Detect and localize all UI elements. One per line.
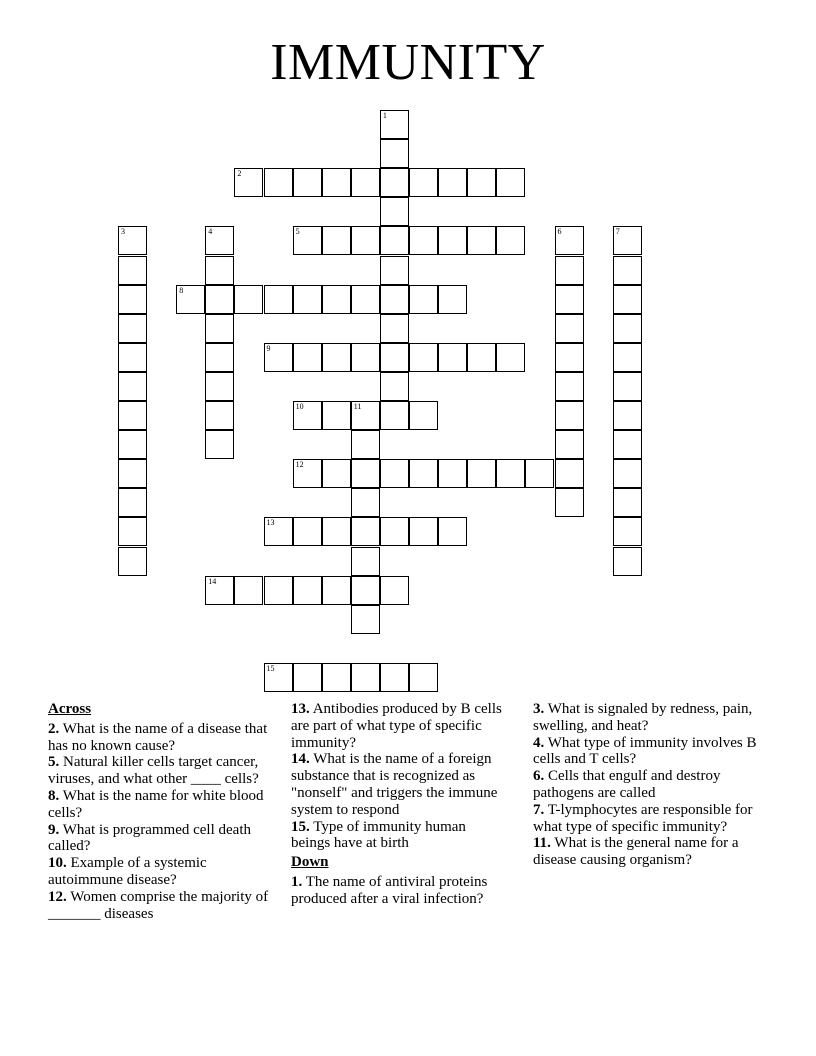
grid-cell[interactable] — [555, 372, 584, 401]
clue-text: T-lymphocytes are responsible for what type of specific immunity? — [533, 801, 753, 835]
down-clue — [291, 874, 503, 908]
grid-cell[interactable] — [118, 256, 147, 285]
grid-cell[interactable] — [613, 343, 642, 372]
clues-column-3 — [533, 701, 773, 869]
grid-cell[interactable] — [351, 663, 380, 692]
clue-text: What is the general name for a disease causing organism? — [533, 835, 739, 869]
across-clue — [48, 754, 280, 788]
across-clue — [291, 701, 503, 751]
grid-cell[interactable] — [380, 372, 409, 401]
clue-number: 13. — [291, 701, 310, 717]
puzzle-title: IMMUNITY — [270, 34, 546, 91]
grid-cell[interactable] — [613, 430, 642, 459]
grid-cell[interactable] — [409, 168, 438, 197]
grid-cell[interactable] — [351, 488, 380, 517]
grid-cell[interactable] — [613, 285, 642, 314]
grid-cell[interactable] — [118, 517, 147, 546]
grid-cell[interactable] — [293, 517, 322, 546]
grid-cell[interactable] — [293, 343, 322, 372]
clue-text: What is the name of a foreign substance that is recognized as "nonself" and triggers the immune system to respond — [291, 751, 498, 818]
grid-cell[interactable] — [351, 459, 380, 488]
grid-cell[interactable] — [293, 459, 322, 488]
grid-cell[interactable] — [555, 401, 584, 430]
grid-cell[interactable] — [380, 226, 409, 255]
grid-cell[interactable] — [293, 401, 322, 430]
grid-cell[interactable] — [409, 401, 438, 430]
clue-number: 11. — [533, 835, 551, 852]
grid-cell[interactable] — [555, 256, 584, 285]
grid-cell[interactable] — [496, 226, 525, 255]
clue-number: 12. — [48, 888, 67, 905]
across-clue — [48, 721, 280, 755]
grid-cell[interactable] — [467, 343, 496, 372]
grid-cell[interactable] — [351, 517, 380, 546]
grid-cell[interactable] — [351, 605, 380, 634]
down-clue — [533, 701, 773, 735]
grid-cell[interactable] — [467, 459, 496, 488]
grid-cell[interactable] — [409, 285, 438, 314]
clue-number: 3. — [533, 701, 545, 717]
grid-cell[interactable] — [525, 459, 554, 488]
grid-cell[interactable] — [118, 285, 147, 314]
grid-cell[interactable] — [438, 226, 467, 255]
grid-cell[interactable] — [118, 314, 147, 343]
grid-cell[interactable] — [555, 343, 584, 372]
grid-cell[interactable] — [176, 285, 205, 314]
grid-cell[interactable] — [205, 314, 234, 343]
clue-number: 4 — [208, 227, 213, 237]
clue-number: 6 — [557, 227, 562, 237]
grid-cell[interactable] — [351, 401, 380, 430]
grid-cell[interactable] — [264, 168, 293, 197]
grid-cell[interactable] — [613, 226, 642, 255]
grid-cell[interactable] — [555, 430, 584, 459]
grid-cell[interactable] — [234, 168, 263, 197]
grid-cell[interactable] — [234, 285, 263, 314]
grid-cell[interactable] — [322, 663, 351, 692]
grid-cell[interactable] — [613, 459, 642, 488]
grid-cell[interactable] — [409, 343, 438, 372]
grid-cell[interactable] — [380, 256, 409, 285]
clue-number: 1 — [382, 111, 387, 120]
grid-cell[interactable] — [351, 226, 380, 255]
grid-cell[interactable] — [234, 576, 263, 605]
grid-cell[interactable] — [380, 285, 409, 314]
clue-text: What is the name of a disease that has no known cause? — [48, 720, 268, 754]
grid-cell[interactable] — [264, 517, 293, 546]
clue-text: Example of a systemic autoimmune disease? — [48, 855, 207, 888]
clue-number: 7. — [533, 801, 545, 818]
grid-cell[interactable] — [380, 139, 409, 168]
grid-cell[interactable] — [118, 430, 147, 459]
grid-cell[interactable] — [205, 576, 234, 605]
clue-number: 15 — [266, 663, 275, 673]
clue-number: 11 — [353, 402, 362, 411]
clue-number: 8. — [48, 787, 60, 804]
across-clue — [291, 751, 503, 818]
clue-number: 5. — [48, 754, 60, 771]
grid-cell[interactable] — [380, 197, 409, 226]
grid-cell[interactable] — [118, 372, 147, 401]
grid-cell[interactable] — [205, 372, 234, 401]
across-clue — [48, 855, 280, 889]
grid-cell[interactable] — [380, 663, 409, 692]
grid-cell[interactable] — [380, 314, 409, 343]
clue-number: 13 — [266, 518, 275, 528]
grid-cell[interactable] — [205, 256, 234, 285]
clue-number: 7 — [615, 227, 620, 237]
grid-cell[interactable] — [438, 517, 467, 546]
clue-number: 5 — [295, 227, 300, 237]
grid-cell[interactable] — [264, 285, 293, 314]
down-header: Down — [291, 854, 329, 871]
grid-cell[interactable] — [438, 343, 467, 372]
across-clue — [291, 819, 503, 853]
clue-text: Natural killer cells target cancer, viruses, and what other ____ cells? — [48, 754, 259, 788]
grid-cell[interactable] — [118, 488, 147, 517]
grid-cell[interactable] — [467, 168, 496, 197]
grid-cell[interactable] — [380, 401, 409, 430]
grid-cell[interactable] — [205, 226, 234, 255]
grid-cell[interactable] — [322, 343, 351, 372]
across-clue — [48, 822, 280, 856]
grid-cell[interactable] — [409, 663, 438, 692]
clue-text: The name of antiviral proteins produced after a viral infection? — [291, 873, 488, 907]
grid-cell[interactable] — [555, 488, 584, 517]
grid-cell[interactable] — [118, 401, 147, 430]
grid-cell[interactable] — [293, 226, 322, 255]
grid-cell[interactable] — [555, 285, 584, 314]
grid-cell[interactable] — [322, 459, 351, 488]
grid-cell[interactable] — [264, 663, 293, 692]
down-clue — [533, 802, 773, 836]
grid-cell[interactable] — [380, 576, 409, 605]
clues-column-2 — [291, 701, 503, 908]
clue-number: 15. — [291, 818, 310, 835]
grid-cell[interactable] — [496, 343, 525, 372]
grid-cell[interactable] — [438, 285, 467, 314]
grid-cell[interactable] — [118, 547, 147, 576]
clue-text: What is programmed cell death called? — [48, 821, 251, 855]
grid-cell[interactable] — [613, 314, 642, 343]
grid-cell[interactable] — [322, 168, 351, 197]
grid-cell[interactable] — [205, 401, 234, 430]
grid-cell[interactable] — [322, 401, 351, 430]
grid-cell[interactable] — [613, 547, 642, 576]
grid-cell[interactable] — [409, 226, 438, 255]
grid-cell[interactable] — [118, 226, 147, 255]
grid-cell[interactable] — [322, 226, 351, 255]
down-clue — [533, 768, 773, 802]
clue-number: 6. — [533, 768, 545, 785]
grid-cell[interactable] — [264, 343, 293, 372]
grid-cell[interactable] — [118, 343, 147, 372]
clue-text: Cells that engulf and destroy pathogens are called — [533, 768, 721, 801]
across-clue — [48, 788, 280, 822]
down-clue — [533, 735, 773, 769]
grid-cell[interactable] — [380, 459, 409, 488]
grid-cell[interactable] — [322, 576, 351, 605]
across-clue — [48, 889, 280, 923]
grid-cell[interactable] — [380, 517, 409, 546]
grid-cell[interactable] — [409, 517, 438, 546]
grid-cell[interactable] — [496, 168, 525, 197]
grid-cell[interactable] — [205, 343, 234, 372]
clue-text: What is signaled by redness, pain, swelling, and heat? — [533, 701, 753, 734]
grid-cell[interactable] — [380, 343, 409, 372]
clue-number: 4. — [533, 734, 545, 751]
clue-number: 8 — [179, 285, 184, 295]
grid-cell[interactable] — [351, 343, 380, 372]
clue-text: Type of immunity human beings have at birth — [291, 818, 466, 852]
grid-cell[interactable] — [613, 372, 642, 401]
clue-text: Women comprise the majority of _______ diseases — [48, 888, 269, 922]
clue-number: 14 — [208, 576, 217, 586]
clue-text: What is the name for white blood cells? — [48, 787, 264, 821]
grid-cell[interactable] — [613, 488, 642, 517]
clue-number: 14. — [291, 751, 310, 768]
clue-text: What type of immunity involves B cells and T cells? — [533, 734, 757, 768]
grid-cell[interactable] — [322, 285, 351, 314]
grid-cell[interactable] — [351, 547, 380, 576]
grid-cell[interactable] — [351, 576, 380, 605]
grid-cell[interactable] — [613, 517, 642, 546]
grid-cell[interactable] — [351, 168, 380, 197]
grid-cell[interactable] — [613, 256, 642, 285]
grid-cell[interactable] — [293, 576, 322, 605]
grid-cell[interactable] — [264, 576, 293, 605]
clue-number: 10 — [295, 402, 304, 411]
clue-number: 2. — [48, 720, 60, 737]
clue-number: 3 — [121, 227, 125, 237]
grid-cell[interactable] — [322, 517, 351, 546]
grid-cell[interactable] — [351, 430, 380, 459]
grid-cell[interactable] — [118, 459, 147, 488]
grid-cell[interactable] — [438, 168, 467, 197]
grid-cell[interactable] — [438, 459, 467, 488]
grid-cell[interactable] — [496, 459, 525, 488]
clues-column-1 — [48, 701, 280, 922]
grid-cell[interactable] — [293, 285, 322, 314]
grid-cell[interactable] — [351, 285, 380, 314]
across-header: Across — [48, 701, 92, 717]
clue-number: 9 — [266, 343, 271, 353]
grid-cell[interactable] — [555, 226, 584, 255]
grid-cell[interactable] — [293, 663, 322, 692]
grid-cell[interactable] — [205, 430, 234, 459]
down-clue — [533, 835, 773, 869]
grid-cell[interactable] — [380, 168, 409, 197]
clue-text: Antibodies produced by B cells are part of what type of specific immunity? — [291, 701, 502, 751]
grid-cell[interactable] — [555, 314, 584, 343]
grid-cell[interactable] — [467, 226, 496, 255]
grid-cell[interactable] — [613, 401, 642, 430]
clue-number: 12 — [295, 460, 304, 470]
grid-cell[interactable] — [555, 459, 584, 488]
clue-number: 10. — [48, 855, 67, 872]
clue-number: 2 — [237, 169, 242, 179]
grid-cell[interactable] — [380, 110, 409, 139]
grid-cell[interactable] — [293, 168, 322, 197]
clue-number: 9. — [48, 821, 60, 838]
clue-number: 1. — [291, 873, 303, 890]
grid-cell[interactable] — [205, 285, 234, 314]
grid-cell[interactable] — [409, 459, 438, 488]
